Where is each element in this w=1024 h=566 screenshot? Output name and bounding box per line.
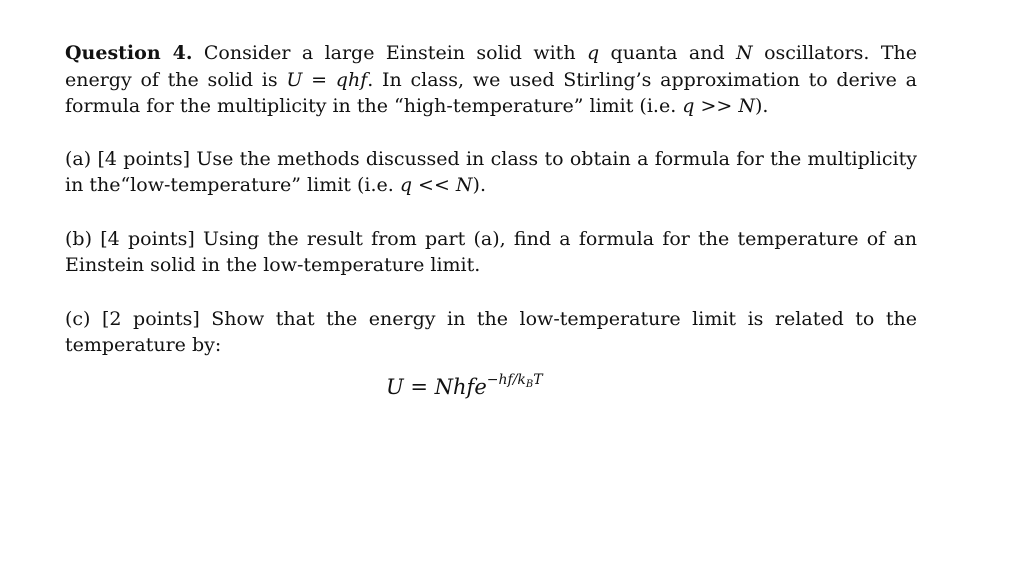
math-high-op: >> [694,95,739,117]
part-c: (c) [2 points] Show that the energy in the low-temperature limit is related to the temperature by: [65,307,917,356]
math-qhf: qhf [335,68,368,91]
equation-equals: = [403,375,435,399]
math-equals: = [302,68,336,91]
question-intro [65,40,917,120]
math-low-N: N [455,174,473,196]
math-q: q [586,42,600,64]
intro-text-3: oscillators. The energy of the solid is [65,42,917,91]
math-high-N: N [738,95,755,117]
equation-exponent-1: −hf/k [486,372,526,388]
equation-base: Nhfe [434,375,487,399]
equation-lhs: U [386,375,404,399]
part-a-text-2: ). [472,174,486,196]
part-a [65,146,917,199]
part-a-text-1: (a) [4 points] Use the methods discussed in class to obtain a formula for the multiplicity in the“low-temperature” limit (i.e. [65,147,917,196]
question-title: Question 4. [65,42,193,64]
part-b: (b) [4 points] Using the result from part (a), find a formula for the temperature of an Einstein solid in the low-temperature limit. [65,227,917,276]
math-N: N [736,42,753,64]
equation-exponent-sub: B [525,379,534,390]
equation-exponent-2: T [533,372,543,388]
equation-exponent [487,372,543,388]
math-U: U [286,68,303,91]
math-high-q: q [682,95,695,117]
math-low-q: q [399,174,412,196]
math-low-op: << [412,174,456,196]
energy-equation [386,372,543,399]
question-document [65,40,917,359]
intro-text-2: quanta and [599,42,737,64]
intro-text-1: Consider a large Einstein solid with [192,42,587,64]
intro-text-5: ). [755,95,769,117]
intro-text-4: . In class, we used Stirling’s approximation to derive a formula for the multiplicity in the “high-temperature” limit (i.e. [65,68,918,117]
